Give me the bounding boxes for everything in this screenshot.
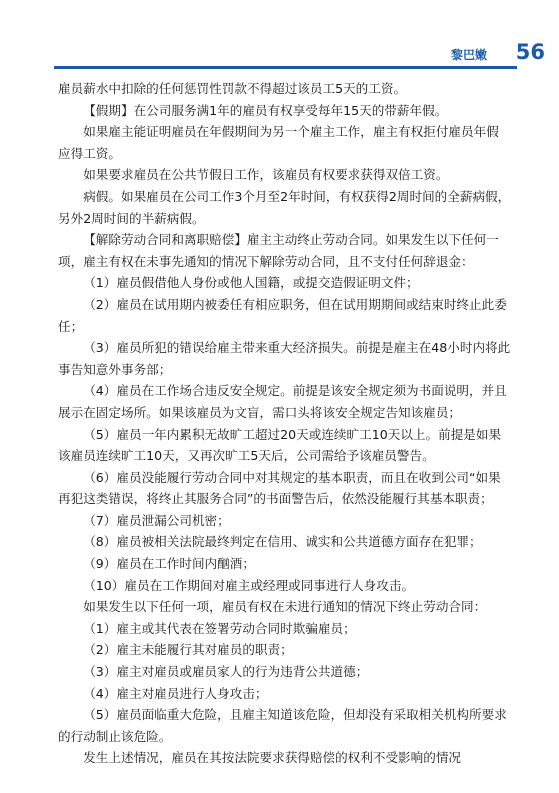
paragraph: 如果要求雇员在公共节假日工作，该雇员有权要求获得双倍工资。 — [83, 167, 449, 183]
paragraph: （1）雇员假借他人身份或他人国籍，或提交造假证明文件； — [83, 275, 419, 291]
paragraph: （3）雇员所犯的错误给雇主带来重大经济损失。前提是雇主在48小时内将此事告知意外事务部； — [58, 340, 511, 377]
paragraph: （10）雇员在工作期间对雇主或经理或同事进行人身攻击。 — [83, 577, 415, 593]
paragraph: （2）雇员在试用期内被委任有相应职务，但在试用期期间或结束时终止此委任； — [58, 296, 507, 334]
paragraph: （5）雇员面临重大危险，且雇主知道该危险，但却没有采取相关机构所要求的行动制止该危险。 — [58, 707, 507, 744]
paragraph: （5）雇员一年内累积无故旷工超过20天或连续旷工10天以上。前提是如果该雇员连续旷工10天，又再次旷工5天后，公司需给予该雇员警告。 — [58, 426, 502, 464]
page-header-title: 黎巴嫩 — [450, 48, 487, 62]
paragraph: （4）雇员在工作场合违反安全规定。前提是该安全规定须为书面说明，并且展示在固定场所。如果该雇员为文盲，需口头将该安全规定告知该雇员； — [58, 383, 507, 420]
page-number: 56 — [515, 40, 545, 64]
paragraph: 如果发生以下任何一项，雇员有权在未进行通知的情况下终止劳动合同： — [83, 599, 487, 615]
paragraph: 雇员薪水中扣除的任何惩罚性罚款不得超过该员工5天的工资。 — [58, 81, 407, 96]
paragraph: （7）雇员泄漏公司机密； — [83, 512, 230, 528]
header-rule — [54, 66, 517, 69]
paragraph: （9）雇员在工作时间内酗酒； — [83, 556, 255, 572]
paragraph: 如果雇主能证明雇员在年假期间为另一个雇主工作，雇主有权拒付雇员年假应得工资。 — [58, 124, 499, 161]
body-text — [58, 78, 511, 769]
paragraph: （8）雇员被相关法院最终判定在信用、诚实和公共道德方面存在犯罪； — [83, 534, 482, 550]
paragraph: （6）雇员没能履行劳动合同中对其规定的基本职责，而且在收到公司“如果再犯这类错误，将终止其服务合同”的书面警告后，依然没能履行其基本职责； — [58, 469, 501, 507]
paragraph: 发生上述情况，雇员在其按法院要求获得赔偿的权利不受影响的情况 — [83, 750, 461, 766]
paragraph: （4）雇主对雇员进行人身攻击； — [83, 685, 268, 701]
paragraph: （1）雇主或其代表在签署劳动合同时欺骗雇员； — [83, 620, 356, 636]
paragraph: 【假期】在公司服务满1年的雇员有权享受每年15天的带薪年假。 — [83, 102, 448, 118]
paragraph: 病假。如果雇员在公司工作3个月至2年时间，有权获得2周时间的全薪病假，另外2周时间的半薪病假。 — [58, 188, 511, 226]
paragraph: （2）雇主未能履行其对雇员的职责； — [83, 642, 293, 658]
paragraph: 【解除劳动合同和离职赔偿】雇主主动终止劳动合同。如果发生以下任何一项，雇主有权在未事先通知的情况下解除劳动合同，且不支付任何辞退金： — [58, 232, 499, 269]
paragraph: （3）雇主对雇员或雇员家人的行为违背公共道德； — [83, 664, 369, 680]
